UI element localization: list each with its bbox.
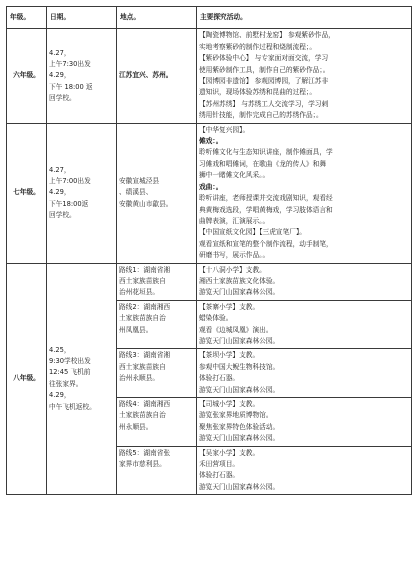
date-line: 上午7:00出发 <box>49 176 91 185</box>
place-line: 路线5：湖南省张 <box>119 448 171 457</box>
date-line: 下午18:00返 <box>49 199 89 208</box>
activity-line: 【苏州苏绣】 与苏绣工人交流学习，学习刺 <box>199 99 329 108</box>
activity-line: 戏曲：。 <box>199 182 223 191</box>
activity-line: 【中国宣纸文化园】【三虎宣笔厂】。 <box>199 228 306 237</box>
activity-cell-8-route4 <box>197 398 412 447</box>
activity-line: 游览天门山国家森林公园。 <box>199 482 280 491</box>
activity-line: 习傩戏和唱傩词，在歌曲《龙的传人》和舞 <box>199 159 327 168</box>
activity-line: 使用紫砂制作工具，制作自己的紫砂作品；。 <box>199 65 330 74</box>
activity-line: 体验打石器。 <box>199 374 240 383</box>
activity-line: 聆听讲座，老师授课并交流戏剧知识，观看经 <box>199 194 333 203</box>
date-line: 回学校。 <box>49 94 76 103</box>
place-line: 西土家族苗族自 <box>119 362 166 371</box>
activity-line: 实地考察紫砂的制作过程和烧制流程；。 <box>199 42 317 51</box>
activity-line: 【茶寨小学】支教。 <box>199 302 260 311</box>
date-line: 4.27， <box>49 48 71 57</box>
place-line: 家界市慈利县。 <box>119 460 166 469</box>
activity-cell-8-route5 <box>197 446 412 495</box>
place-cell-8-route3 <box>117 349 197 398</box>
place-line: 路线1：湖南省湘 <box>119 265 171 274</box>
place-line: 土家族苗族自治 <box>119 411 166 420</box>
date-line: 4.29， <box>49 391 71 400</box>
date-line: 4.27， <box>49 165 71 174</box>
place-line: 、绩溪县、 <box>119 188 153 197</box>
activity-line: 研磨书写，展示作品。。 <box>199 251 270 260</box>
grade-cell-8: 八年级。 <box>7 263 47 495</box>
activity-line: 遗知识，现场体验苏绣和昆曲的过程；。 <box>199 88 317 97</box>
place-line: 西土家族苗族自 <box>119 276 166 285</box>
activity-line: 绣用针技能，制作完成自己的苏绣作品；。 <box>199 111 323 120</box>
activity-line: 游览天门山国家森林公园。 <box>199 385 280 394</box>
date-line: 4.29， <box>49 188 71 197</box>
activity-line: 游览天门山国家森林公园。 <box>199 288 280 297</box>
table-row-grade8-route1 <box>7 263 412 300</box>
activity-cell-8-route3 <box>197 349 412 398</box>
activity-cell-6 <box>197 29 412 123</box>
date-line: 上午7:30出发 <box>49 59 91 68</box>
activity-line: 湘西土家族苗族文化体验。 <box>199 276 280 285</box>
activity-line: 游览天门山国家森林公园。 <box>199 434 280 443</box>
date-line: 下午 18:00 返 <box>49 82 93 91</box>
place-line: 州凤凰县。 <box>119 325 153 334</box>
date-line: 12:45 飞机前 <box>49 368 91 377</box>
header-activity: 主要探究活动。 <box>197 7 412 29</box>
activity-line: 【紫砂体验中心】 与专家面对面交流，学习 <box>199 54 329 63</box>
date-line: 9:30学校出发 <box>49 357 91 366</box>
activity-line: 【中华复兴园】。 <box>199 125 250 134</box>
activity-line: 参观中国大鲵生物科技馆。 <box>199 362 280 371</box>
activity-line: 曲牌表演，汇演展示。。 <box>199 216 270 225</box>
activity-line: 游览张家界地质博物馆。 <box>199 411 273 420</box>
place-cell-8-route4 <box>117 398 197 447</box>
header-date: 日期。 <box>47 7 117 29</box>
activity-line: 游览天门山国家森林公园。 <box>199 336 280 345</box>
schedule-table <box>6 6 412 495</box>
activity-line: 聚焦张家界特色体验活动。 <box>199 422 280 431</box>
date-line: 4.25， <box>49 345 71 354</box>
activity-line: 【茶坝小学】支教。 <box>199 351 260 360</box>
date-cell-8 <box>47 263 117 495</box>
header-place: 地点。 <box>117 7 197 29</box>
place-line: 土家族苗族自治 <box>119 314 166 323</box>
activity-line: 狮中一睹傩文化风采。。 <box>199 171 270 180</box>
place-line: 治州永顺县。 <box>119 374 160 383</box>
date-cell-7 <box>47 123 117 263</box>
place-cell-8-route2 <box>117 300 197 349</box>
activity-line: 聆听傩文化与生态知识讲座，制作傩面具，学 <box>199 148 333 157</box>
date-line: 回学校。 <box>49 211 76 220</box>
activity-line: 【吴家小学】支教。 <box>199 448 260 457</box>
place-line: 路线4：湖南湘西 <box>119 400 171 408</box>
header-grade: 年级。 <box>7 7 47 29</box>
place-line: 安徽宣城泾县 <box>119 176 160 185</box>
grade-cell-6: 六年级。 <box>7 29 47 123</box>
place-line: 治州花垣县。 <box>119 288 160 297</box>
activity-line: 蜡染体验。 <box>199 314 233 323</box>
activity-line: 体验打石器。 <box>199 471 240 480</box>
date-cell-6 <box>47 29 117 123</box>
activity-cell-7 <box>197 123 412 263</box>
place-line: 州永顺县。 <box>119 422 153 431</box>
place-cell-8-route5 <box>117 446 197 495</box>
activity-line: 【十八洞小学】支教。 <box>199 265 266 274</box>
table-row-grade7 <box>7 123 412 263</box>
date-line: 往张家界。 <box>49 379 83 388</box>
place-cell-8-route1 <box>117 263 197 300</box>
place-cell-7 <box>117 123 197 263</box>
activity-cell-8-route1 <box>197 263 412 300</box>
grade-cell-7: 七年级。 <box>7 123 47 263</box>
activity-line: 【陶瓷博物馆、前墅村龙窑】 参观紫砂作品， <box>199 31 335 40</box>
activity-cell-8-route2 <box>197 300 412 349</box>
activity-line: 观看宣纸和宣笔的整个制作流程，动手制笔， <box>199 239 333 248</box>
activity-line: 傩戏：。 <box>199 137 223 146</box>
table-row-grade6 <box>7 29 412 123</box>
place-cell-6: 江苏宜兴、苏州。 <box>117 29 197 123</box>
place-line: 安徽黄山市歙县。 <box>119 199 173 208</box>
place-line: 路线2：湖南湘西 <box>119 302 171 311</box>
place-line: 路线3：湖南省湘 <box>119 351 171 360</box>
date-line: 4.29， <box>49 71 71 80</box>
activity-line: 典黄梅戏选段，学唱黄梅戏，学习肢体语言和 <box>199 205 333 214</box>
activity-line: 禾田营项目。 <box>199 460 240 469</box>
activity-line: 【园博园非遗馆】 参观园博园，了解江苏非 <box>199 77 329 86</box>
table-header-row <box>7 7 412 29</box>
activity-line: 【司城小学】支教。 <box>199 400 260 408</box>
activity-line: 观看《边城凤凰》演出。 <box>199 325 273 334</box>
date-line: 中午飞机返校。 <box>49 402 96 411</box>
